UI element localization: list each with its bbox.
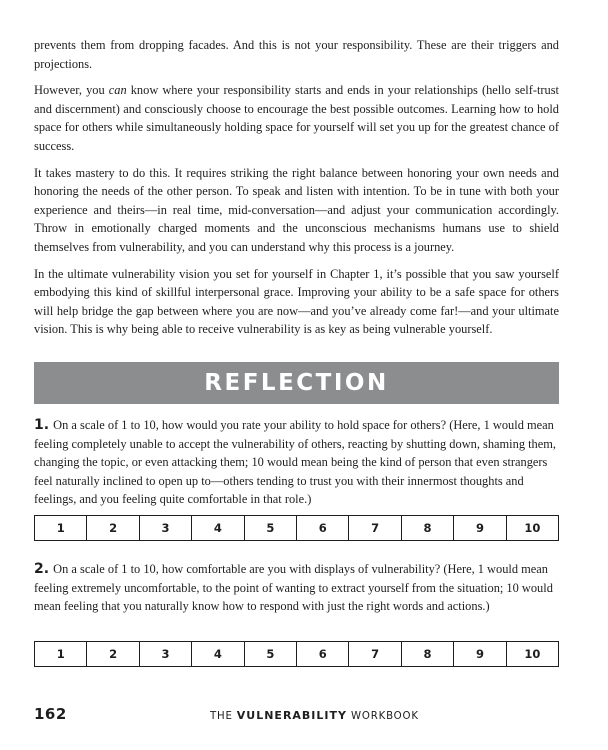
rating-1-option-7[interactable]: 7: [349, 516, 401, 540]
reflection-heading: REFLECTION: [204, 370, 389, 396]
paragraph-2-start: However, you: [34, 83, 109, 98]
rating-2-option-6[interactable]: 6: [297, 642, 349, 666]
rating-2-option-5[interactable]: 5: [245, 642, 297, 666]
page-number: 162: [34, 705, 67, 723]
rating-scale-1: [34, 515, 559, 541]
rating-2-option-9[interactable]: 9: [454, 642, 506, 666]
rating-2-option-1[interactable]: 1: [35, 642, 87, 666]
rating-1-option-6[interactable]: 6: [297, 516, 349, 540]
rating-scale-2: [34, 641, 559, 667]
footer-title-end: WORKBOOK: [346, 711, 419, 722]
rating-2-option-4[interactable]: 4: [192, 642, 244, 666]
body-text: [34, 36, 559, 347]
question-2: [34, 560, 559, 616]
question-1: [34, 416, 559, 509]
question-2-number: 2.: [34, 561, 50, 577]
rating-1-option-3[interactable]: 3: [140, 516, 192, 540]
paragraph-2: [34, 81, 559, 155]
rating-2-option-3[interactable]: 3: [140, 642, 192, 666]
running-footer-title: [210, 709, 419, 722]
rating-2-option-8[interactable]: 8: [402, 642, 454, 666]
question-2-text: On a scale of 1 to 10, how comfortable are you with displays of vulnerability? (Here, 1 would mean feeling extremely uncomfortable, to the point of wanting to extract yourself from the situation; 10 would mean feeling that you naturally know how to respond with just the right words and actions.): [34, 562, 553, 614]
rating-1-option-5[interactable]: 5: [245, 516, 297, 540]
rating-2-option-2[interactable]: 2: [87, 642, 139, 666]
paragraph-3: It takes mastery to do this. It requires striking the right balance between honoring your own needs and honoring the needs of the other person. To speak and listen with intention. To be in tune with both your experience and theirs—in real time, mid-conversation—and adjust your communication accordingly. Throw in emotionally charged moments and the unconscious mechanisms humans use to shield themselves from vulnerability, and you can understand why this process is a journey.: [34, 165, 559, 254]
paragraph-2-emphasis: can: [108, 83, 127, 98]
reflection-banner: [34, 362, 559, 404]
footer-title-the: THE: [210, 711, 237, 722]
rating-1-option-4[interactable]: 4: [192, 516, 244, 540]
rating-1-option-2[interactable]: 2: [87, 516, 139, 540]
rating-1-option-9[interactable]: 9: [454, 516, 506, 540]
rating-1-option-1[interactable]: 1: [35, 516, 87, 540]
question-1-text: On a scale of 1 to 10, how would you rate your ability to hold space for others? (Here, 1 would mean feeling completely unable to accept the vulnerability of others, reacting by shutting down, shaming them, changing the topic, or even attacking them; 10 would mean being the kind of person that even strangers feel naturally inclined to open up to—others tending to trust you with their innermost thoughts and feelings, and you feeling quite comfortable in that role.): [34, 418, 556, 507]
rating-2-option-7[interactable]: 7: [349, 642, 401, 666]
paragraph-4: In the ultimate vulnerability vision you set for yourself in Chapter 1, it’s possible that you saw yourself embodying this kind of skillful interpersonal grace. Improving your ability to be a safe space for others will help bridge the gap between where you are now—and you’ve already come far!—and your ultimate vision. This is why being able to receive vulnerability is as key as being vulnerable yourself.: [34, 266, 559, 337]
rating-1-option-8[interactable]: 8: [402, 516, 454, 540]
paragraph-2-rest: know where your responsibility starts and ends in your relationships (hello self-trust and discernment) and consciously choose to encourage the best possible outcomes. Learning how to hold space for others while simultaneously holding space for yourself will set you up for the greatest chance of success.: [34, 83, 559, 153]
paragraph-1: prevents them from dropping facades. And this is not your responsibility. These are their triggers and projections.: [34, 38, 559, 71]
footer-title-main: VULNERABILITY: [236, 709, 347, 722]
question-1-number: 1.: [34, 417, 50, 433]
rating-1-option-10[interactable]: 10: [524, 521, 541, 535]
rating-2-option-10[interactable]: 10: [524, 647, 541, 661]
